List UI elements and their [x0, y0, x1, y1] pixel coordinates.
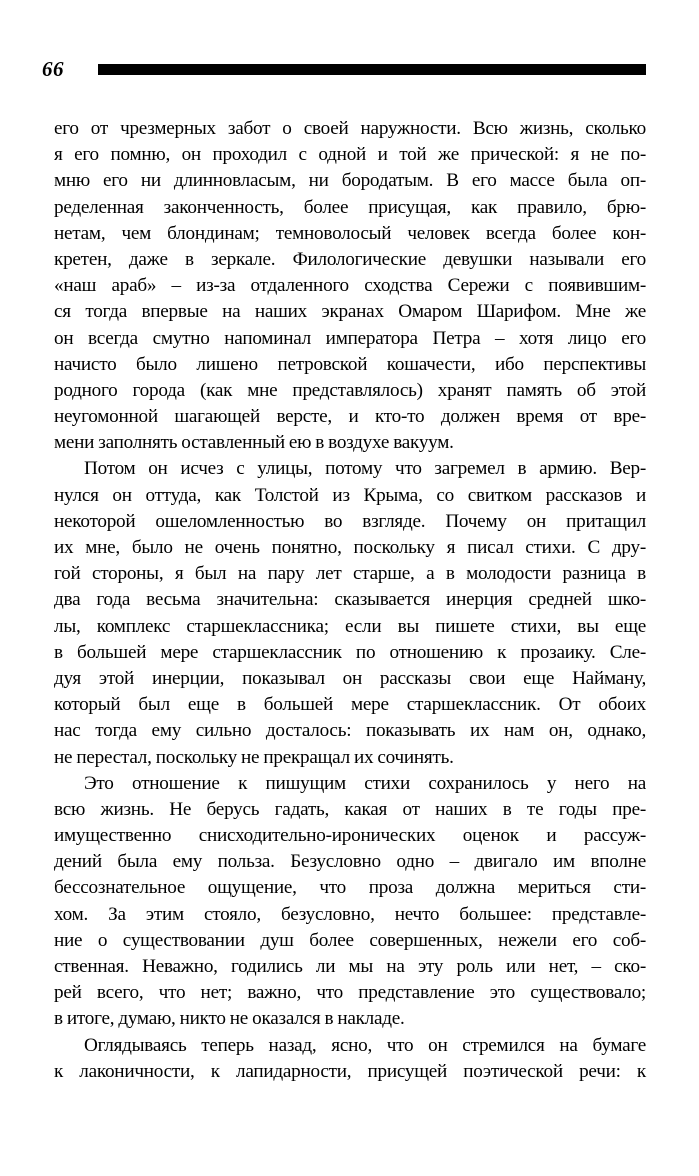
- text-line: родного города (как мне представлялось) хранят память об этой: [54, 379, 646, 401]
- text-line: некоторой ошеломленностью во взгляде. Почему он притащил: [54, 510, 646, 532]
- text-line: хом. За этим стояло, безусловно, нечто большее: представле-: [54, 903, 646, 925]
- text-line: нас тогда ему сильно досталось: показывать их нам он, однако,: [54, 720, 646, 742]
- text-line: мню его ни длинновласым, ни бородатым. В его массе была оп-: [54, 170, 646, 192]
- text-line: имущественно снисходительно-иронических оценок и рассуж-: [54, 825, 646, 847]
- text-line: он всегда смутно напоминал императора Петра – хотя лицо его: [54, 327, 646, 349]
- text-line: два года весьма значительна: сказывается инерция средней шко-: [54, 589, 646, 611]
- text-line: неугомонной шагающей версте, и кто-то должен время от вре-: [54, 406, 646, 428]
- text-line: нулся он оттуда, как Толстой из Крыма, со свитком рассказов и: [54, 484, 646, 506]
- header-rule: [98, 64, 646, 75]
- paragraph: [54, 1033, 646, 1085]
- page-header: [42, 56, 646, 82]
- paragraph: [54, 456, 646, 770]
- paragraph: [54, 771, 646, 1033]
- text-line: не перестал, поскольку не прекращал их сочинять.: [54, 746, 454, 768]
- text-line: Потом он исчез с улицы, потому что загремел в армию. Вер-: [84, 458, 646, 480]
- text-line: ся тогда впервые на наших экранах Омаром Шарифом. Мне же: [54, 301, 646, 323]
- text-line: в большей мере старшеклассник по отношению к прозаику. Сле-: [54, 641, 646, 663]
- text-line: ределенная законченность, более присущая, как правило, брю-: [54, 196, 646, 218]
- text-line: мени заполнять оставленный ею в воздухе вакуум.: [54, 432, 454, 454]
- body-text: [54, 116, 646, 1085]
- text-line: в итоге, думаю, никто не оказался в накладе.: [54, 1008, 405, 1030]
- page-number: 66: [42, 57, 64, 81]
- text-line: его от чрезмерных забот о своей наружности. Всю жизнь, сколько: [54, 118, 646, 139]
- text-line: их мне, было не очень понятно, поскольку я писал стихи. С дру-: [54, 537, 646, 558]
- text-line: к лаконичности, к лапидарности, присущей поэтической речи: к: [54, 1060, 646, 1082]
- text-line: Это отношение к пишущим стихи сохранилось у него на: [84, 772, 646, 794]
- text-line: всю жизнь. Не берусь гадать, какая от наших в те годы пре-: [54, 798, 646, 820]
- paragraph: [54, 116, 646, 456]
- text-line: нетам, чем блондинам; темноволосый человек всегда более кон-: [54, 222, 646, 244]
- text-line: бессознательное ощущение, что проза должна мериться сти-: [54, 877, 646, 899]
- text-line: лы, комплекс старшеклассника; если вы пишете стихи, вы еще: [54, 615, 646, 637]
- text-line: «наш араб» – из-за отдаленного сходства Сережи с появившим-: [54, 275, 646, 297]
- text-line: рей всего, что нет; важно, что представление это существовало;: [54, 982, 646, 1004]
- text-line: кретен, даже в зеркале. Филологические девушки называли его: [54, 248, 646, 270]
- text-line: ние о существовании душ более совершенных, нежели его соб-: [54, 929, 646, 951]
- text-line: дений была ему польза. Безусловно одно – двигало им вполне: [54, 851, 646, 873]
- text-line: я его помню, он проходил с одной и той же прической: я не по-: [54, 144, 646, 166]
- text-line: Оглядываясь теперь назад, ясно, что он стремился на бумаге: [84, 1034, 646, 1056]
- text-line: ственная. Неважно, годились ли мы на эту роль или нет, – ско-: [54, 956, 646, 977]
- text-line: гой стороны, я был на пару лет старше, а в молодости разница в: [54, 563, 646, 585]
- text-line: который был еще в большей мере старшеклассник. От обоих: [54, 694, 646, 716]
- text-line: дуя этой инерции, показывал он рассказы свои еще Найману,: [54, 667, 646, 689]
- text-line: начисто было лишено петровской кошачести, ибо перспективы: [54, 353, 646, 375]
